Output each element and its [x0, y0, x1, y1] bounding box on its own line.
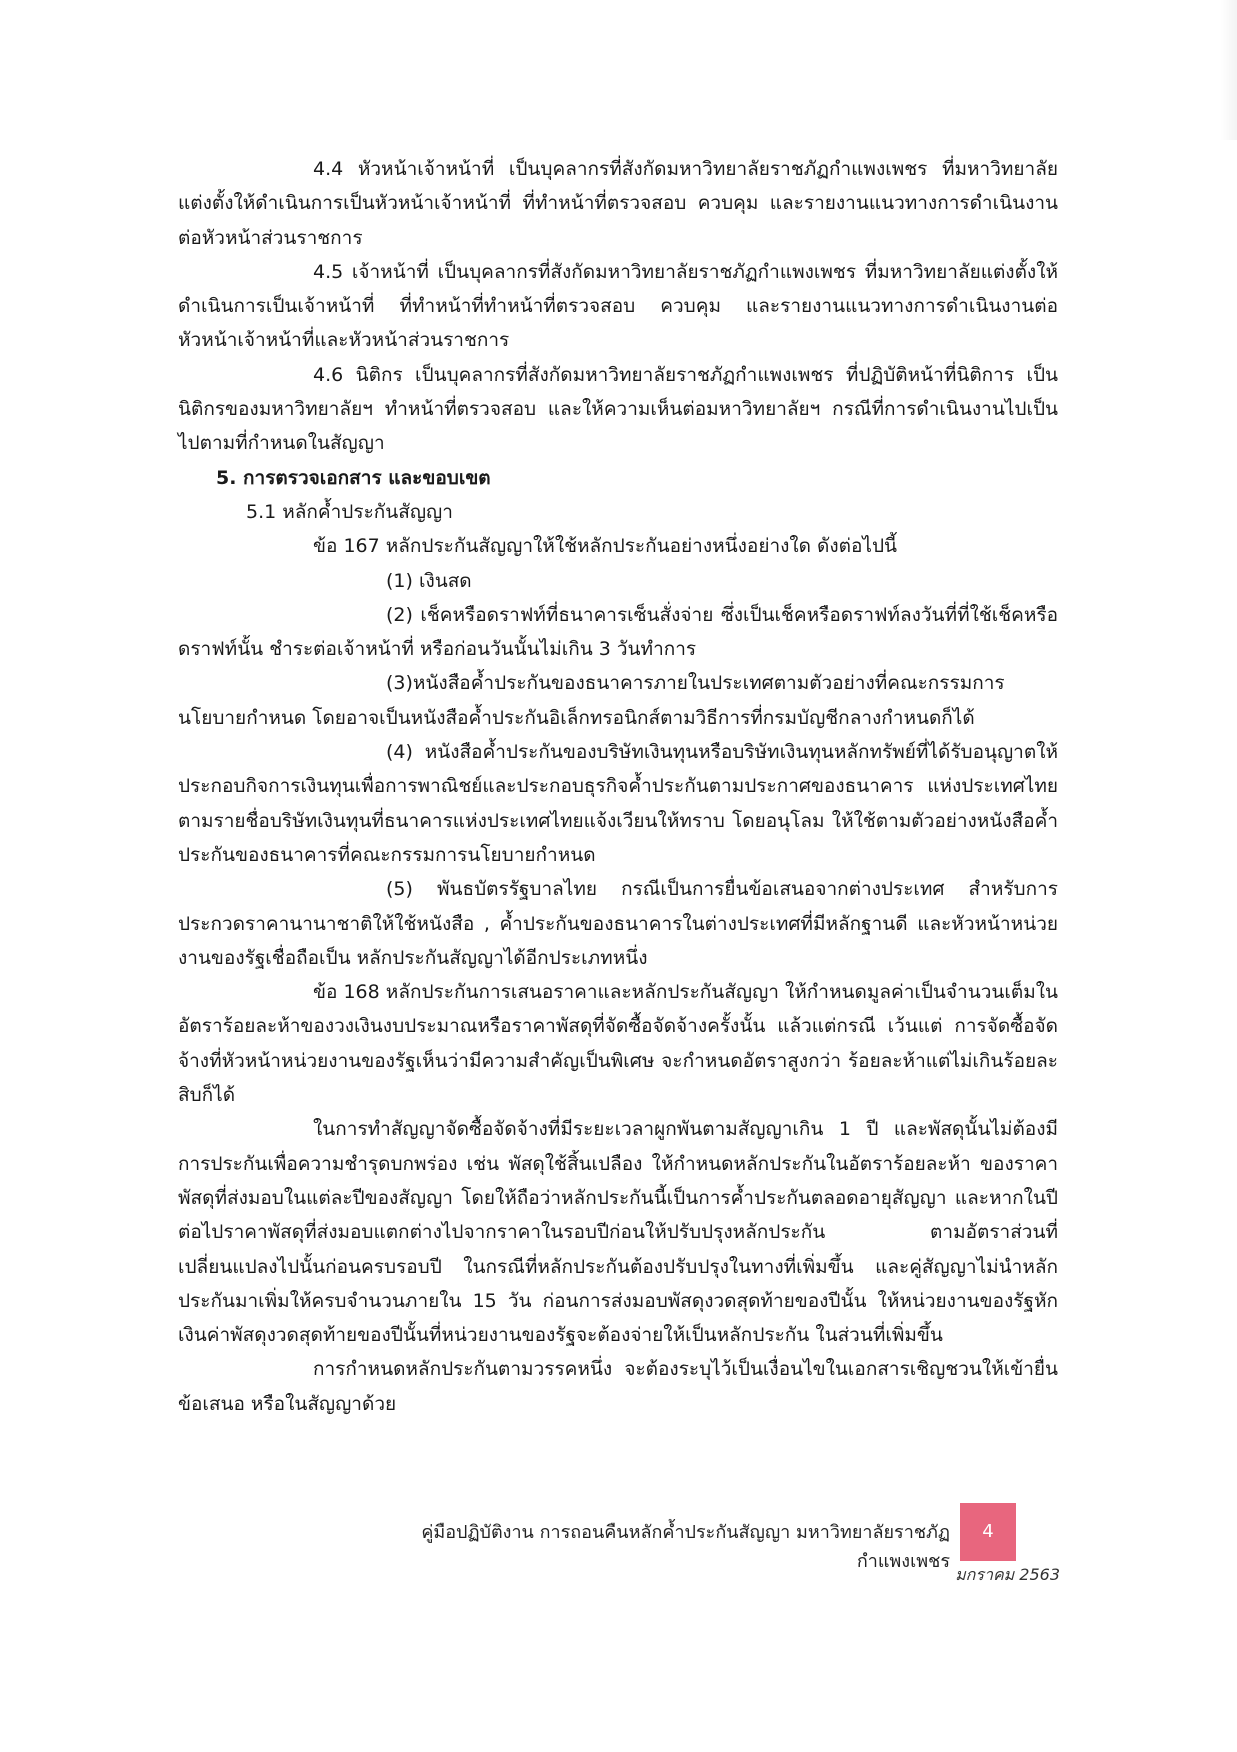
- page-number-badge: 4: [960, 1503, 1016, 1561]
- paragraph-guarantee-condition: การกำหนดหลักประกันตามวรรคหนึ่ง จะต้องระบุไว้เป็นเงื่อนไขในเอกสารเชิญชวนให้เข้ายื่นข้อเสนอ หรือในสัญญาด้วย: [178, 1358, 1058, 1415]
- list-item: (4) หนังสือค้ำประกันของบริษัทเงินทุนหรือบริษัทเงินทุนหลักทรัพย์ที่ได้รับอนุญาตให้ประกอบกิจการเงินทุนเพื่อการพาณิชย์และประกอบธุรกิจค้ำประกันตามประกาศของธนาคาร แห่งประเทศไทย ตามรายชื่อบริษัทเงินทุนที่ธนาคารแห่งประเทศไทยแจ้งเวียนให้ทราบ โดยอนุโลม ให้ใช้ตามตัวอย่างหนังสือค้ำประกันของธนาคารที่คณะกรรมการนโยบายกำหนด: [178, 741, 1058, 866]
- section-heading: 5. การตรวจเอกสาร และขอบเขต: [216, 466, 491, 489]
- paragraph-4-4: 4.4 หัวหน้าเจ้าหน้าที่ เป็นบุคลากรที่สังกัดมหาวิทยาลัยราชภัฏกำแพงเพชร ที่มหาวิทยาลัยแต่งตั้งให้ดำเนินการเป็นหัวหน้าเจ้าหน้าที่ ที่ทำหน้าที่ตรวจสอบ ควบคุม และรายงานแนวทางการดำเนินงานต่อหัวหน้าส่วนราชการ: [178, 158, 1058, 249]
- paragraph-4-6: 4.6 นิติกร เป็นบุคลากรที่สังกัดมหาวิทยาลัยราชภัฏกำแพงเพชร ที่ปฏิบัติหน้าที่นิติการ เป็นนิติกรของมหาวิทยาลัยฯ ทำหน้าที่ตรวจสอบ และให้ความเห็นต่อมหาวิทยาลัยฯ กรณีที่การดำเนินงานไปเป็นไปตามที่กำหนดในสัญญา: [178, 363, 1058, 455]
- list-item: (2) เช็คหรือดราฟท์ที่ธนาคารเซ็นสั่งจ่าย ซึ่งเป็นเช็คหรือดราฟท์ลงวันที่ที่ใช้เช็คหรือดราฟท์นั้น ชำระต่อเจ้าหน้าที่ หรือก่อนวันนั้นไม่เกิน 3 วันทำการ: [178, 603, 1058, 661]
- page-footer: [330, 1503, 1060, 1572]
- list-item: (3)หนังสือค้ำประกันของธนาคารภายในประเทศตามตัวอย่างที่คณะกรรมการนโยบายกำหนด โดยอาจเป็นหนังสือค้ำประกันอิเล็กทรอนิกส์ตามวิธีการที่กรมบัญชีกลางกำหนดก็ได้: [178, 672, 1005, 729]
- page-edge-shadow: [1221, 0, 1237, 140]
- list-item: (5) พันธบัตรรัฐบาลไทย กรณีเป็นการยื่นข้อเสนอจากต่างประเทศ สำหรับการประกวดราคานานาชาติให้ใช้หนังสือ , ค้ำประกันของธนาคารในต่างประเทศที่มีหลักฐานดี และหัวหน้าหน่วยงานของรัฐเชื่อถือเป็น หลักประกันสัญญาได้อีกประเภทหนึ่ง: [178, 878, 1058, 969]
- paragraph-4-5: 4.5 เจ้าหน้าที่ เป็นบุคลากรที่สังกัดมหาวิทยาลัยราชภัฏกำแพงเพชร ที่มหาวิทยาลัยแต่งตั้งให้ดำเนินการเป็นเจ้าหน้าที่ ที่ทำหน้าที่ทำหน้าที่ตรวจสอบ ควบคุม และรายงานแนวทางการดำเนินงานต่อหัวหน้าเจ้าหน้าที่และหัวหน้าส่วนราชการ: [178, 260, 1058, 352]
- footer-date: มกราคม 2563: [955, 1565, 1060, 1584]
- footer-title: คู่มือปฏิบัติงาน การถอนคืนหลักค้ำประกันสัญญา มหาวิทยาลัยราชภัฏกำแพงเพชร: [421, 1522, 950, 1572]
- document-body: [178, 152, 1058, 1421]
- paragraph-contract-term: ในการทำสัญญาจัดซื้อจัดจ้างที่มีระยะเวลาผูกพันตามสัญญาเกิน 1 ปี และพัสดุนั้นไม่ต้องมีการประกันเพื่อความชำรุดบกพร่อง เช่น พัสดุใช้สิ้นเปลือง ให้กำหนดหลักประกันในอัตราร้อยละห้า ของราคาพัสดุที่ส่งมอบในแต่ละปีของสัญญา โดยให้ถือว่าหลักประกันนี้เป็นการค้ำประกันตลอดอายุสัญญา และหากในปีต่อไปราคาพัสดุที่ส่งมอบแตกต่างไปจากราคาในรอบปีก่อนให้ปรับปรุงหลักประกัน ตามอัตราส่วนที่เปลี่ยนแปลงไปนั้นก่อนครบรอบปี ในกรณีที่หลักประกันต้องปรับปรุงในทางที่เพิ่มขึ้น และคู่สัญญาไม่นำหลักประกันมาเพิ่มให้ครบจำนวนภายใน 15 วัน ก่อนการส่งมอบพัสดุงวดสุดท้ายของปีนั้น ให้หน่วยงานของรัฐหักเงินค่าพัสดุงวดสุดท้ายของปีนั้นที่หน่วยงานของรัฐจะต้องจ่ายให้เป็นหลักประกัน ในส่วนที่เพิ่มขึ้น: [178, 1118, 1058, 1347]
- paragraph-clause-168: ข้อ 168 หลักประกันการเสนอราคาและหลักประกันสัญญา ให้กำหนดมูลค่าเป็นจำนวนเต็มในอัตราร้อยละห้าของวงเงินงบประมาณหรือราคาพัสดุที่จัดซื้อจัดจ้างครั้งนั้น แล้วแต่กรณี เว้นแต่ การจัดซื้อจัดจ้างที่หัวหน้าหน่วยงานของรัฐเห็นว่ามีความสำคัญเป็นพิเศษ จะกำหนดอัตราสูงกว่า ร้อยละห้าแต่ไม่เกินร้อยละสิบก็ได้: [178, 981, 1058, 1107]
- paragraph-clause-167: ข้อ 167 หลักประกันสัญญาให้ใช้หลักประกันอย่างหนึ่งอย่างใด ดังต่อไปนี้: [313, 535, 898, 558]
- subsection-heading: 5.1 หลักค้ำประกันสัญญา: [246, 500, 453, 523]
- list-item: (1) เงินสด: [386, 569, 472, 592]
